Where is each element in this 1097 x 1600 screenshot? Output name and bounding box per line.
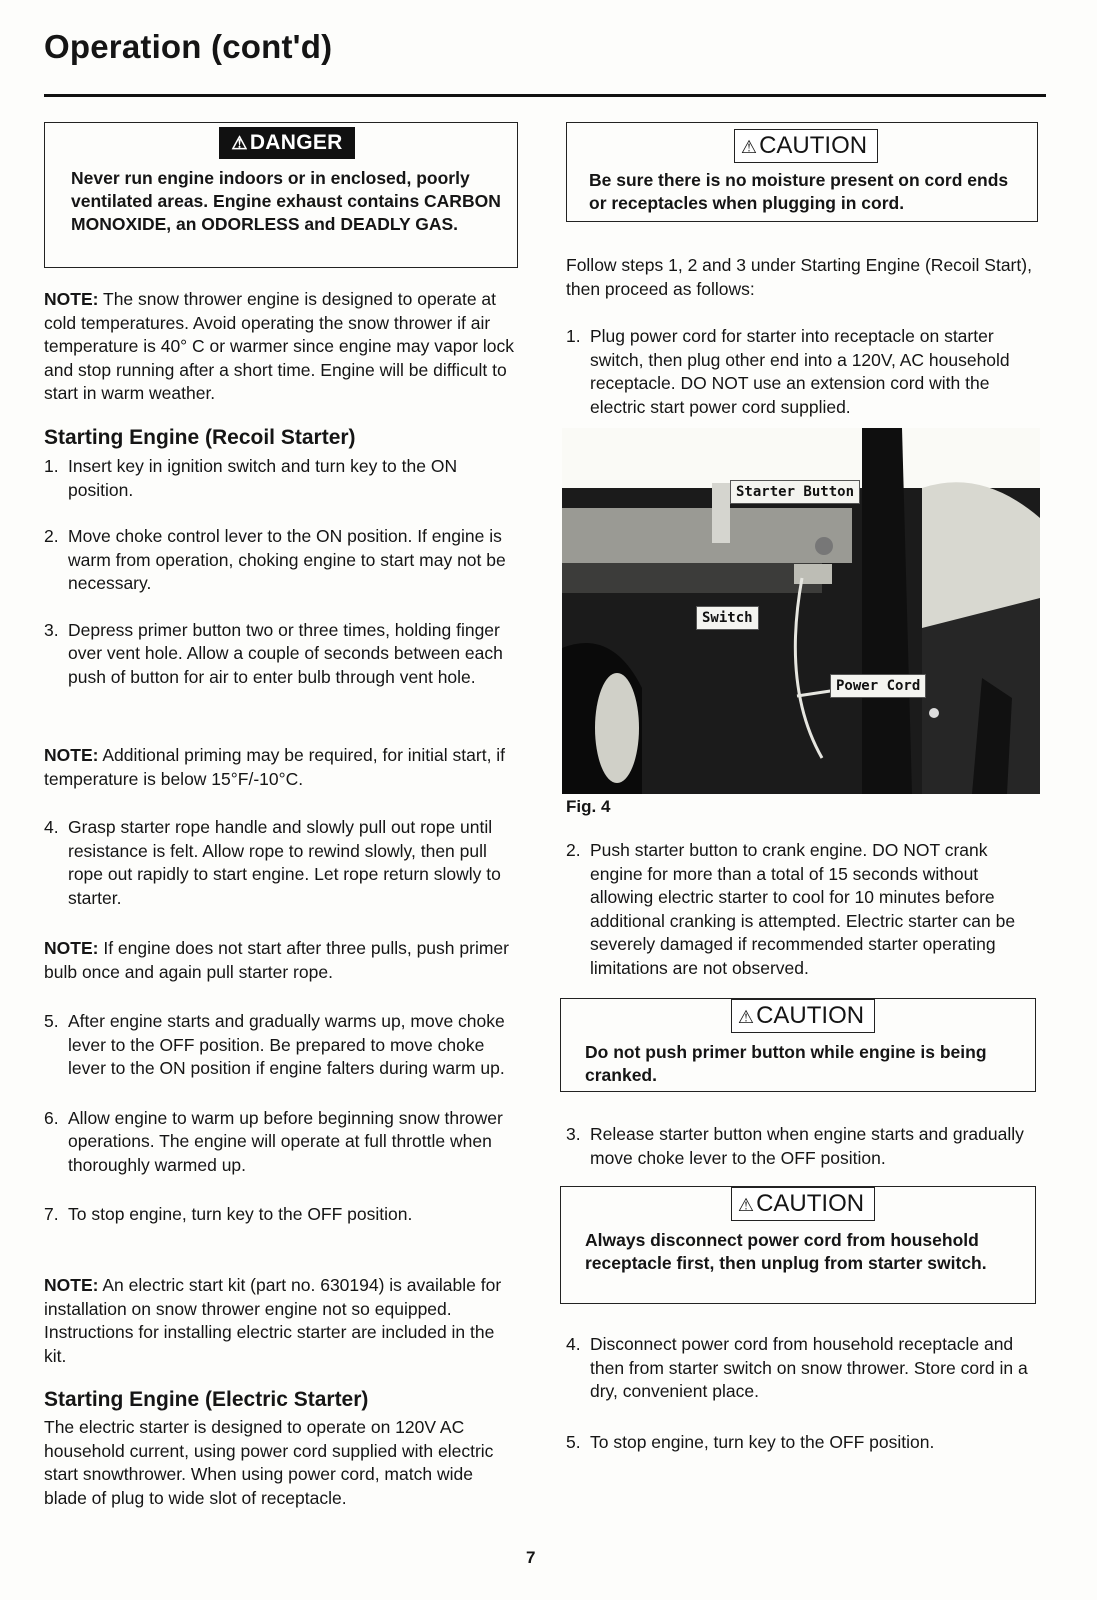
electric-step-4: 4. Disconnect power cord from household receptacle and then from starter switch on snow thrower. Store cord in a dry, convenient place. — [566, 1334, 1028, 1401]
note-engine-temperature — [44, 288, 518, 406]
electric-step-5: 5. To stop engine, turn key to the OFF position. — [566, 1432, 935, 1452]
title-rule — [44, 94, 1046, 97]
recoil-step-5: 5. After engine starts and gradually warms up, move choke lever to the OFF position. Be prepared to move choke lever to the ON position if engine falters during warm up. — [44, 1011, 505, 1078]
caution-box-primer — [560, 998, 1036, 1092]
recoil-step-6: 6. Allow engine to warm up before beginning snow thrower operations. The engine will operate at full throttle when thoroughly warmed up. — [44, 1107, 503, 1175]
note-priming: NOTE: Additional priming may be required, for initial start, if temperature is below 15°F/-10°C. — [44, 745, 506, 789]
switch-label: Switch — [696, 606, 759, 630]
figure-4-photo — [562, 428, 1040, 794]
caution-text: Be sure there is no moisture present on cord ends or receptacles when plugging in cord. — [589, 170, 1009, 213]
electric-step-3: 3. Release starter button when engine starts and gradually move choke lever to the OFF position. — [566, 1124, 1024, 1168]
recoil-step-3: 3. Depress primer button two or three times, holding finger over vent hole. Allow a couple of seconds between each push of button for air to enter bulb through vent hole. — [44, 619, 503, 687]
recoil-steps-list-b — [44, 1010, 518, 1227]
caution-label: ⚠CAUTION — [731, 999, 875, 1033]
danger-box — [44, 122, 518, 268]
warning-triangle-icon: ⚠ — [737, 1007, 755, 1027]
note-text: The snow thrower engine is designed to operate at cold temperatures. Avoid operating the snow thrower if air temperature is 40° C or warmer since engine may vapor lock and stop running after a short time. Engine will be difficult to start in warm weather. — [44, 289, 514, 403]
page-title: Operation (cont'd) — [44, 28, 333, 65]
note-three-pulls: NOTE: If engine does not start after three pulls, push primer bulb once and again pull starter rope. — [44, 938, 509, 982]
electric-starter-intro: The electric starter is designed to operate on 120V AC household current, using power cord supplied with electric start snowthrower. When using power cord, match wide blade of plug to wide slot of receptacle. — [44, 1417, 494, 1508]
page-number: 7 — [526, 1548, 536, 1567]
recoil-starter-heading: Starting Engine (Recoil Starter) — [44, 426, 356, 449]
caution-text: Do not push primer button while engine is being cranked. — [585, 1042, 987, 1085]
danger-text: Never run engine indoors or in enclosed, poorly ventilated areas. Engine exhaust contains CARBON MONOXIDE, an ODORLESS and DEADLY GAS. — [71, 168, 501, 234]
warning-triangle-icon: ⚠ — [740, 137, 758, 157]
electric-intro-steps: Follow steps 1, 2 and 3 under Starting Engine (Recoil Start), then proceed as follows: — [566, 255, 1032, 299]
note-electric-kit: NOTE: An electric start kit (part no. 630194) is available for installation on snow thrower engine not so equipped. Instructions for installing electric starter are included in the kit. — [44, 1275, 502, 1366]
electric-step-1: 1. Plug power cord for starter into receptacle on starter switch, then plug other end into a 120V, AC household receptacle. DO NOT use an extension cord with the electric start power cord supplied. — [566, 326, 1010, 417]
caution-label: ⚠CAUTION — [734, 129, 878, 163]
caution-text: Always disconnect power cord from household receptacle first, then unplug from starter switch. — [585, 1230, 987, 1273]
recoil-step-7: 7. To stop engine, turn key to the OFF position. — [44, 1204, 413, 1224]
recoil-steps-list — [44, 455, 518, 689]
caution-label: ⚠CAUTION — [731, 1187, 875, 1221]
note-label: NOTE: — [44, 289, 99, 309]
recoil-step-4: 4. Grasp starter rope handle and slowly pull out rope until resistance is felt. Allow rope to rewind slowly, then pull rope out rapidly to start engine. Let rope return slowly to starter. — [44, 817, 501, 908]
recoil-step-2: 2. Move choke control lever to the ON position. If engine is warm from operation, choking engine to start may not be necessary. — [44, 526, 506, 593]
figure-caption: Fig. 4 — [566, 797, 611, 816]
starter-button-label: Starter Button — [730, 480, 860, 504]
power-cord-label: Power Cord — [830, 674, 926, 698]
recoil-step-1: 1. Insert key in ignition switch and turn key to the ON position. — [44, 456, 458, 500]
caution-box-disconnect — [560, 1186, 1036, 1304]
warning-triangle-icon: ⚠ — [231, 133, 248, 153]
caution-box-moisture — [566, 122, 1038, 222]
warning-triangle-icon: ⚠ — [737, 1195, 755, 1215]
danger-label: ⚠DANGER — [219, 127, 354, 159]
electric-step-2: 2. Push starter button to crank engine. DO NOT crank engine for more than a total of 15 seconds without allowing electric starter to cool for 10 minutes before additional cranking is attempted. Electric starter can be severely damaged if recommended starter operating limitations are not observed. — [566, 840, 1016, 978]
electric-starter-heading: Starting Engine (Electric Starter) — [44, 1388, 369, 1411]
